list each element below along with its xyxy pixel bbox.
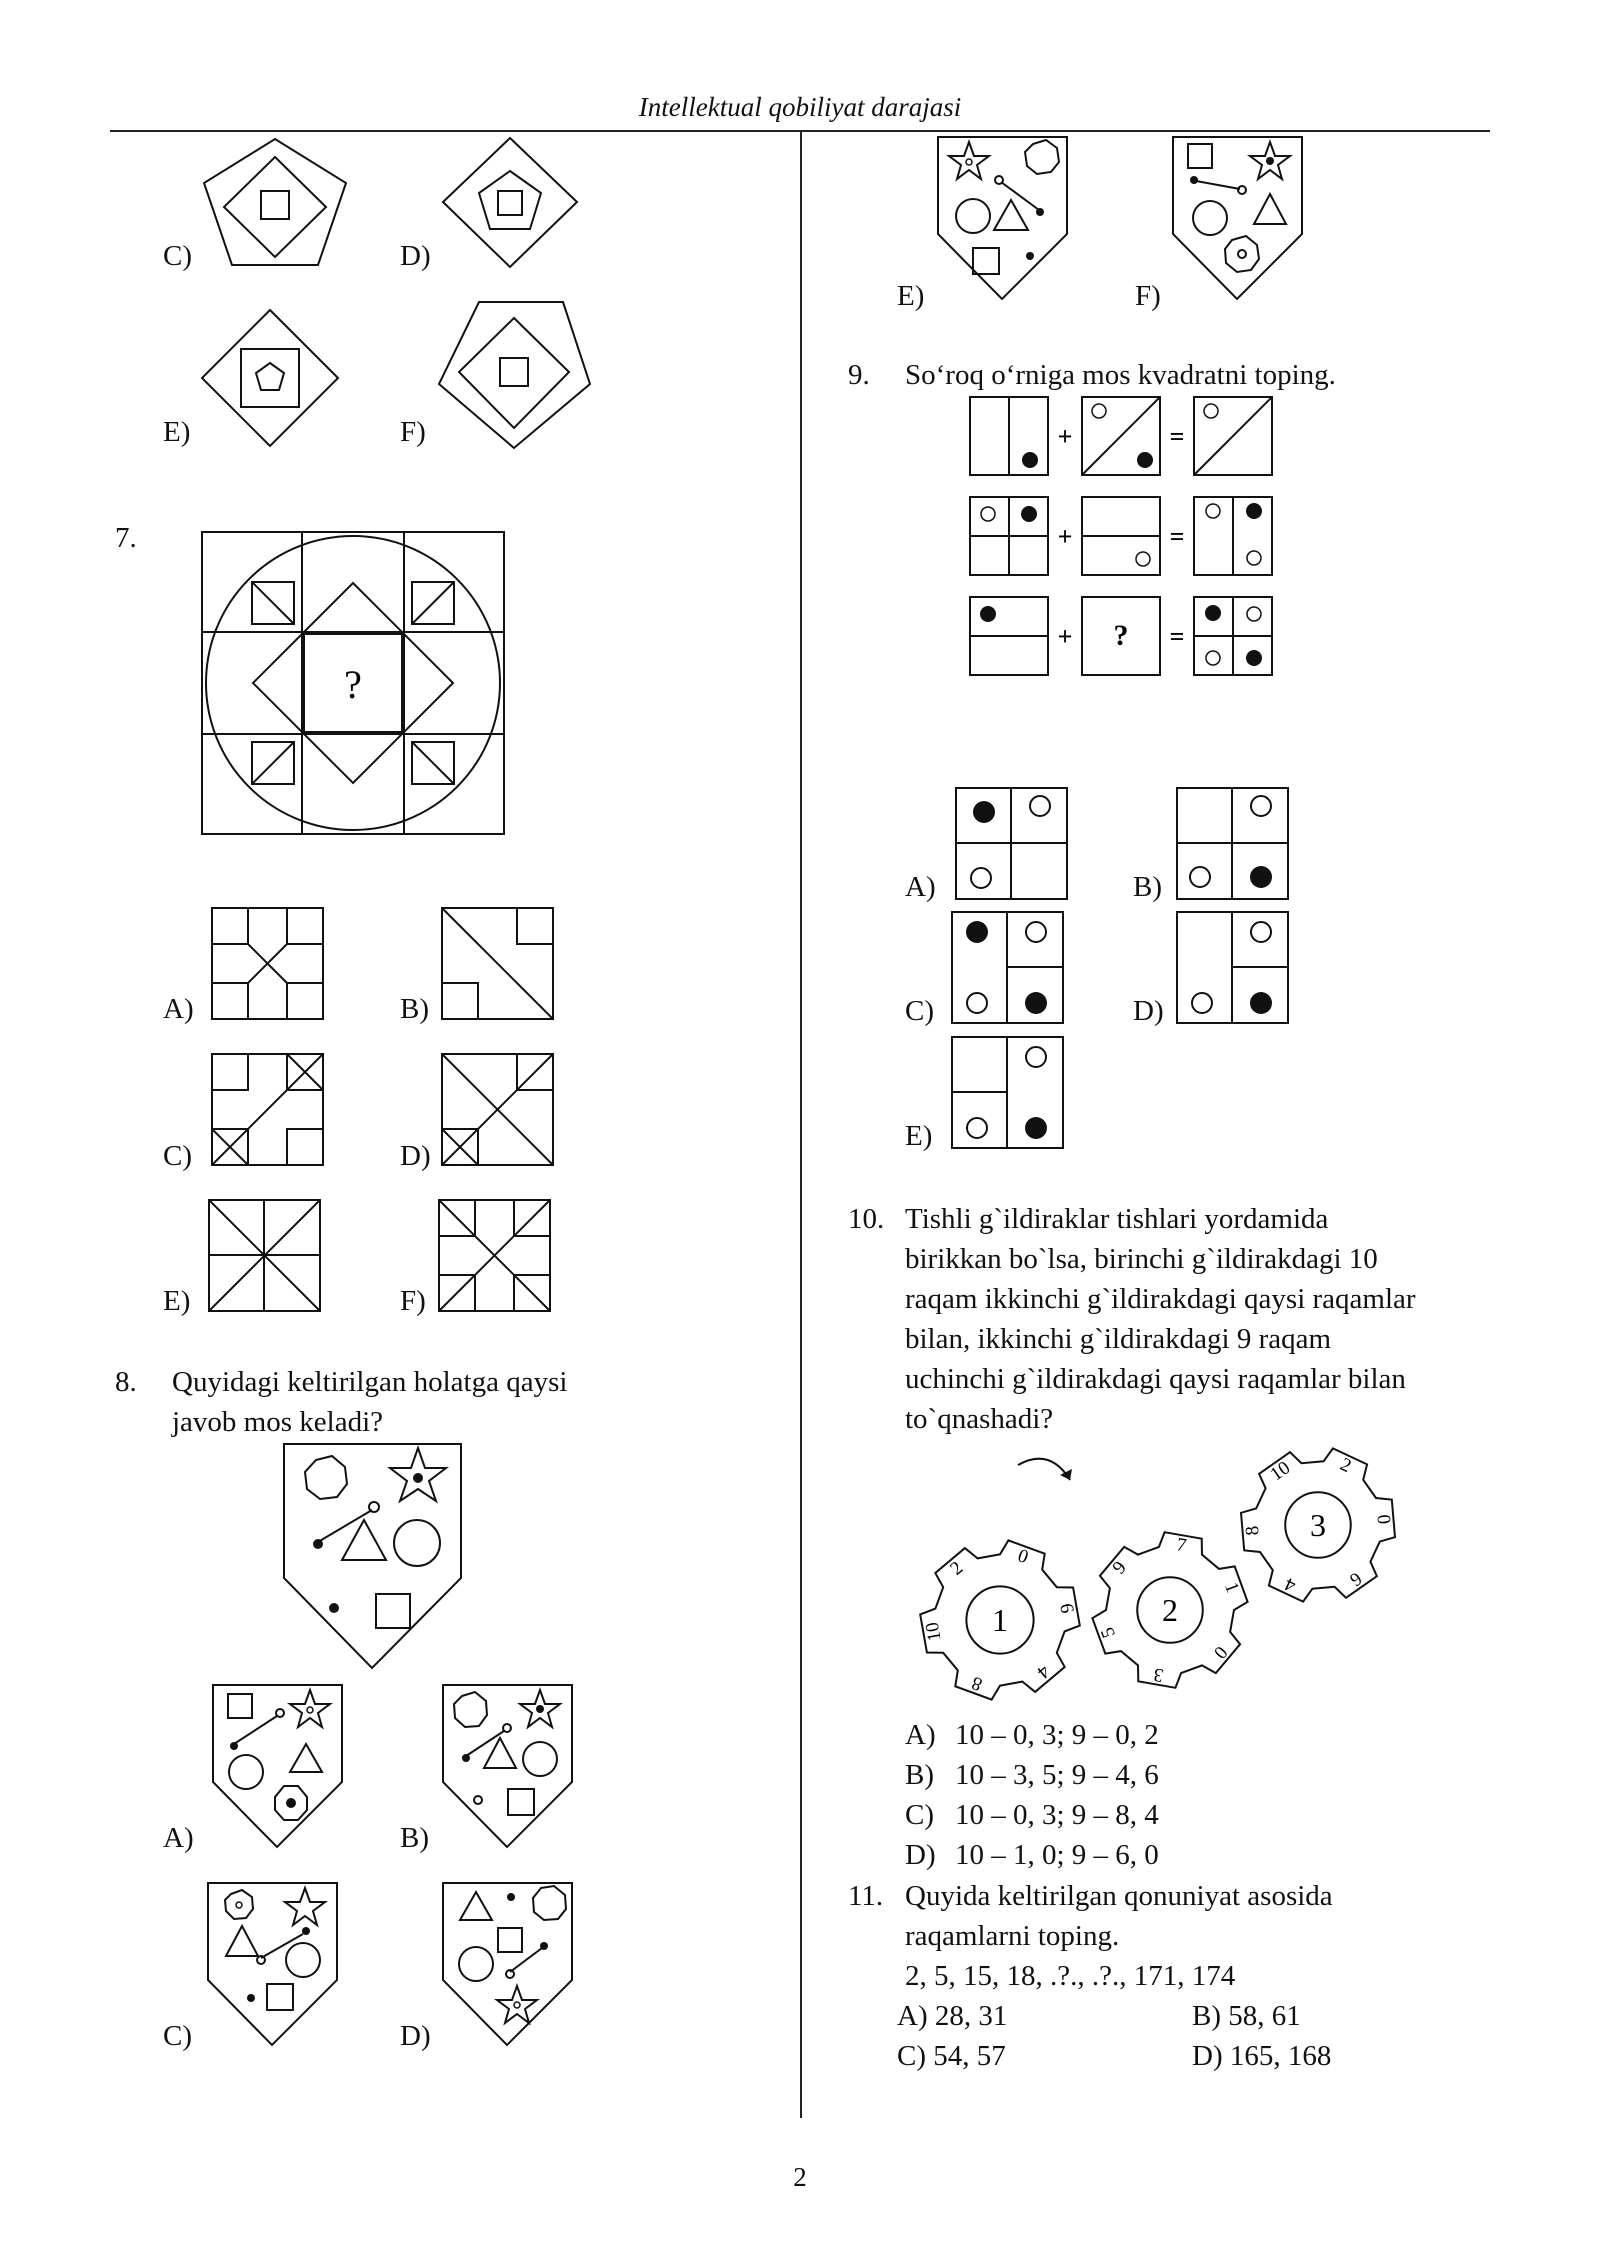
q9-question-mark: ? [1113,619,1129,652]
q7-option-b-figure [440,906,555,1021]
q8-main-shield-figure [280,1440,465,1672]
q8-question-line-2: javob mos keladi? [172,1406,384,1438]
q10-option-a-text[interactable]: 10 – 0, 3; 9 – 0, 2 [955,1719,1159,1751]
q7-option-d-label[interactable]: D) [400,1140,431,1172]
q9-eq-1: = [1169,422,1185,451]
q7-option-b-label[interactable]: B) [400,993,429,1025]
q9-option-d-figure [1175,910,1290,1025]
q7-option-a-figure [210,906,325,1021]
q6-option-f-figure [437,300,592,450]
gear-g2-tooth-label: 3 [1152,1663,1166,1686]
q9-eq-3: = [1169,622,1185,651]
q10-option-d-text[interactable]: 10 – 1, 0; 9 – 6, 0 [955,1839,1159,1871]
gear-g3-tooth-label: 8 [1241,1525,1264,1537]
q10-line-1: Tishli g`ildiraklar tishlari yordamida [905,1203,1329,1235]
q8-option-f-figure [1170,134,1305,302]
q6-option-d-label[interactable]: D) [400,240,431,272]
q8-number: 8. [115,1366,137,1398]
gear-g1-tooth-label: 6 [1055,1601,1078,1615]
q10-option-b-text[interactable]: 10 – 3, 5; 9 – 4, 6 [955,1759,1159,1791]
q9-option-a-label[interactable]: A) [905,871,936,903]
gear-g3-tooth-label: 6 [1345,1567,1366,1590]
q8-option-e-figure [935,134,1070,302]
q8-option-c-label[interactable]: C) [163,2020,192,2052]
gear-g2-tooth-label: 1 [1220,1579,1244,1596]
q9-number: 9. [848,359,870,391]
header-title: Intellektual qobiliyat darajasi [638,92,962,122]
q9-eq-2: = [1169,522,1185,551]
q11-line-1: Quyida keltirilgan qonuniyat asosida [905,1880,1333,1912]
q11-option-b[interactable]: B) 58, 61 [1192,2000,1301,2032]
q9-option-d-label[interactable]: D) [1133,995,1164,1027]
q6-option-c-figure [200,135,350,270]
q7-question-mark: ? [344,662,362,707]
q7-option-e-label[interactable]: E) [163,1285,191,1317]
gear-g3-number: 3 [1310,1507,1326,1543]
q10-option-d-label[interactable]: D) [905,1839,936,1871]
q9-question: So‘roq o‘rniga mos kvadratni toping. [905,359,1336,391]
q8-question-line-1: Quyidagi keltirilgan holatga qaysi [172,1366,568,1398]
gear-g2-tooth-label: 7 [1174,1534,1188,1557]
gear-g2-tooth-label: 0 [1209,1641,1232,1663]
q7-option-d-figure [440,1052,555,1167]
q6-option-e-figure [200,308,340,448]
q7-puzzle-figure [200,530,506,836]
q8-option-a-label[interactable]: A) [163,1822,194,1854]
q11-option-c[interactable]: C) 54, 57 [897,2040,1006,2072]
q7-option-e-figure [207,1198,322,1313]
q9-option-a-figure [954,786,1069,901]
q10-option-a-label[interactable]: A) [905,1719,936,1751]
q10-option-b-label[interactable]: B) [905,1759,934,1791]
gear-g2-tooth-label: 9 [1108,1557,1131,1579]
q11-line-2: raqamlarni toping. [905,1920,1120,1952]
q11-option-d[interactable]: D) 165, 168 [1192,2040,1332,2072]
q8-option-b-figure [440,1682,575,1850]
page-number: 2 [793,2162,807,2192]
q8-option-f-label[interactable]: F) [1135,280,1161,312]
q6-option-d-figure [440,135,580,270]
q9-option-e-label[interactable]: E) [905,1120,933,1152]
gear-g1-tooth-label: 8 [968,1671,986,1695]
gear-g1-number: 1 [992,1602,1008,1638]
q11-sequence: 2, 5, 15, 18, .?., .?., 171, 174 [905,1960,1236,1992]
gear-g3-tooth-label: 2 [1336,1454,1355,1478]
q10-option-c-text[interactable]: 10 – 0, 3; 9 – 8, 4 [955,1799,1159,1831]
q7-option-c-figure [210,1052,325,1167]
gear-g3-tooth-label: 4 [1281,1572,1300,1596]
q10-line-4: bilan, ikkinchi g`ildirakdagi 9 raqam [905,1323,1332,1355]
q6-option-e-label[interactable]: E) [163,416,191,448]
q10-line-5: uchinchi g`ildirakdagi qaysi raqamlar bilan [905,1363,1406,1395]
gear-g3-tooth-label: 10 [1266,1457,1295,1486]
gear-g2-number: 2 [1162,1592,1178,1628]
q7-number: 7. [115,522,137,554]
gear-g2-tooth-label: 5 [1096,1624,1120,1641]
q9-plus-1: + [1057,422,1073,451]
q8-option-c-figure [205,1880,340,2048]
q9-plus-3: + [1057,622,1073,651]
q7-option-f-figure [437,1198,552,1313]
gear-g3-tooth-label: 0 [1372,1513,1395,1525]
q8-option-e-label[interactable]: E) [897,280,925,312]
q8-option-d-label[interactable]: D) [400,2020,431,2052]
q10-gears-figure [900,1435,1420,1725]
q10-number: 10. [848,1203,885,1235]
q6-option-c-label[interactable]: C) [163,240,192,272]
q11-number: 11. [848,1880,884,1912]
q10-option-c-label[interactable]: C) [905,1799,934,1831]
q9-option-e-figure [950,1035,1065,1150]
q7-option-a-label[interactable]: A) [163,993,194,1025]
gear-g1-tooth-label: 4 [1032,1660,1054,1683]
gear-g1-tooth-label: 0 [1014,1545,1032,1569]
q10-line-6: to`qnashadi? [905,1403,1054,1435]
q8-option-d-figure [440,1880,575,2048]
q9-equations-figure [968,395,1278,680]
q8-option-a-figure [210,1682,345,1850]
column-divider [800,131,802,2118]
q11-option-a[interactable]: A) 28, 31 [897,2000,1008,2032]
q8-option-b-label[interactable]: B) [400,1822,429,1854]
q7-option-f-label[interactable]: F) [400,1285,426,1317]
gear-g1-tooth-label: 2 [946,1557,968,1580]
q7-option-c-label[interactable]: C) [163,1140,192,1172]
gear-g1-tooth-label: 10 [921,1620,946,1643]
q10-line-2: birikkan bo`lsa, birinchi g`ildirakdagi 10 [905,1243,1378,1275]
q9-option-c-figure [950,910,1065,1025]
q9-option-b-label[interactable]: B) [1133,871,1162,903]
q6-option-f-label[interactable]: F) [400,416,426,448]
q9-option-c-label[interactable]: C) [905,995,934,1027]
q9-option-b-figure [1175,786,1290,901]
q9-plus-2: + [1057,522,1073,551]
q10-line-3: raqam ikkinchi g`ildirakdagi qaysi raqamlar [905,1283,1416,1315]
